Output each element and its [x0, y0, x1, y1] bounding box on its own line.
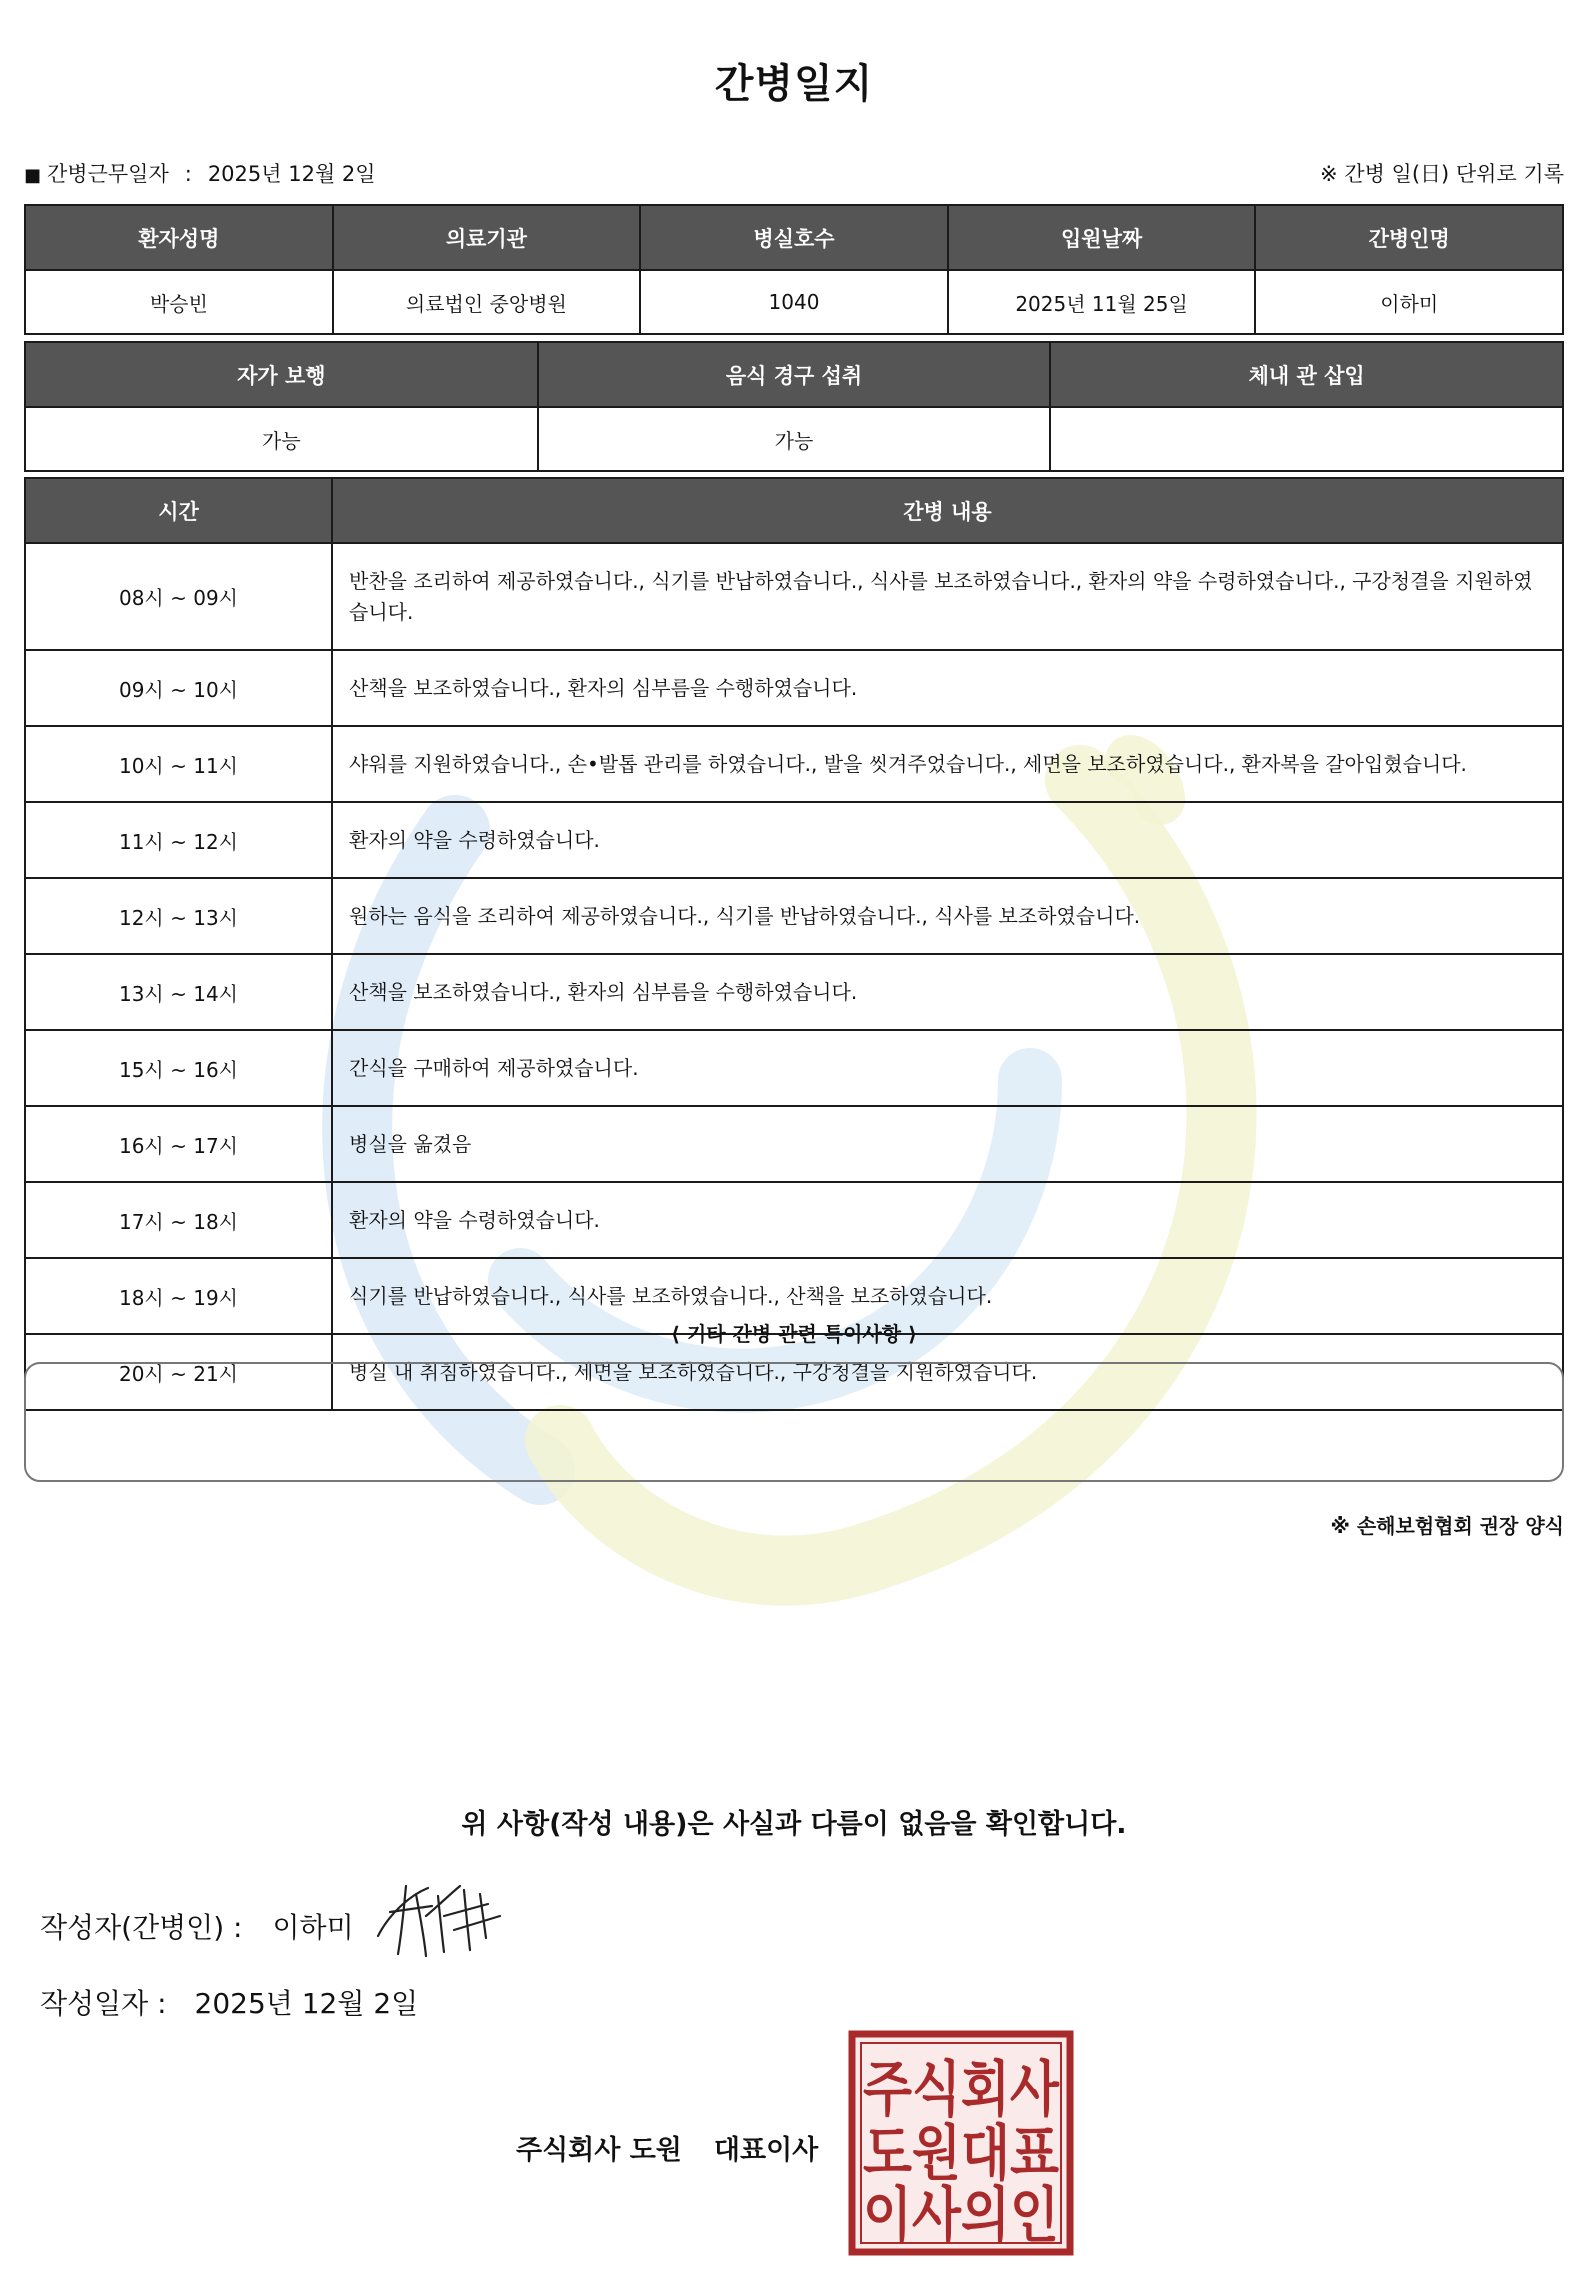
time-cell: 13시 ~ 14시 — [25, 954, 332, 1030]
svg-text:주식회사: 주식회사 — [863, 2055, 1060, 2125]
header-tube-insertion: 체내 관 삽입 — [1050, 342, 1563, 407]
handwritten-signature — [368, 1876, 518, 1966]
patient-info-table — [24, 204, 1564, 335]
content-cell: 반찬을 조리하여 제공하였습니다., 식기를 반납하였습니다., 식사를 보조하였습니다., 환자의 약을 수령하였습니다., 구강청결을 지원하였습니다. — [332, 543, 1563, 650]
svg-text:이사의인: 이사의인 — [863, 2181, 1059, 2251]
oral-intake-value: 가능 — [538, 407, 1051, 471]
header-admission-date: 입원날짜 — [948, 205, 1256, 270]
table-header-row — [25, 478, 1563, 543]
special-notes-box — [24, 1362, 1564, 1482]
company-signoff — [516, 2128, 818, 2167]
care-log-table — [24, 477, 1564, 1411]
writer-line — [40, 1906, 354, 1946]
time-cell: 08시 ~ 09시 — [25, 543, 332, 650]
header-room-number: 병실호수 — [640, 205, 948, 270]
time-cell: 12시 ~ 13시 — [25, 878, 332, 954]
table-row — [25, 407, 1563, 471]
table-header-row — [25, 205, 1563, 270]
written-date-value: 2025년 12월 2일 — [194, 1987, 419, 2020]
time-cell: 20시 ~ 21시 — [25, 1334, 332, 1410]
page-title: 간병일지 — [714, 61, 874, 107]
content-cell: 산책을 보조하였습니다., 환자의 심부름을 수행하였습니다. — [332, 650, 1563, 726]
table-row — [25, 802, 1563, 878]
table-row — [25, 954, 1563, 1030]
company-name: 주식회사 도원 — [516, 2135, 682, 2166]
room-number: 1040 — [640, 270, 948, 334]
work-date-value: 2025년 12월 2일 — [207, 162, 376, 186]
time-cell: 10시 ~ 11시 — [25, 726, 332, 802]
content-cell: 간식을 구매하여 제공하였습니다. — [332, 1030, 1563, 1106]
patient-name: 박승빈 — [25, 270, 333, 334]
content-cell: 샤워를 지원하였습니다., 손•발톱 관리를 하였습니다., 발을 씻겨주었습니다., 세면을 보조하였습니다., 환자복을 갈아입혔습니다. — [332, 726, 1563, 802]
header-oral-intake: 음식 경구 섭취 — [538, 342, 1051, 407]
work-date-label: 간병근무일자 — [47, 162, 169, 186]
confirmation-statement: 위 사항(작성 내용)은 사실과 다름이 없음을 확인합니다. — [461, 1809, 1127, 1840]
time-cell: 11시 ~ 12시 — [25, 802, 332, 878]
form-source-note: ※ 손해보험협회 권장 양식 — [1330, 1514, 1564, 1538]
table-row — [25, 1030, 1563, 1106]
header-patient-name: 환자성명 — [25, 205, 333, 270]
table-row — [25, 270, 1563, 334]
daily-record-note: ※ 간병 일(日) 단위로 기록 — [1320, 162, 1564, 186]
table-row — [25, 1106, 1563, 1182]
self-walking-value: 가능 — [25, 407, 538, 471]
header-caregiver-name: 간병인명 — [1255, 205, 1563, 270]
caregiver-name: 이하미 — [1255, 270, 1563, 334]
admission-date: 2025년 11월 25일 — [948, 270, 1256, 334]
time-cell: 15시 ~ 16시 — [25, 1030, 332, 1106]
work-date-line — [24, 158, 376, 188]
written-date-line — [40, 1982, 418, 2022]
time-cell: 17시 ~ 18시 — [25, 1182, 332, 1258]
tube-insertion-value — [1050, 407, 1563, 471]
writer-label: 작성자(간병인) : — [40, 1911, 243, 1944]
patient-status-table — [24, 341, 1564, 472]
header-self-walking: 자가 보행 — [25, 342, 538, 407]
content-cell: 병실을 옮겼음 — [332, 1106, 1563, 1182]
writer-name: 이하미 — [272, 1911, 354, 1944]
header-time: 시간 — [25, 478, 332, 543]
table-header-row — [25, 342, 1563, 407]
table-row — [25, 650, 1563, 726]
company-rep-title: 대표이사 — [713, 2135, 819, 2166]
header-care-content: 간병 내용 — [332, 478, 1563, 543]
content-cell: 산책을 보조하였습니다., 환자의 심부름을 수행하였습니다. — [332, 954, 1563, 1030]
content-cell: 병실 내 취침하였습니다., 세면을 보조하였습니다., 구강청결을 지원하였습니다. — [332, 1334, 1563, 1410]
time-cell: 18시 ~ 19시 — [25, 1258, 332, 1334]
special-notes-title: ⟨ 기타 간병 관련 특이사항 ⟩ — [670, 1322, 918, 1346]
square-bullet-icon: ■ — [24, 165, 42, 186]
work-date-separator: : — [184, 162, 192, 186]
header-institution: 의료기관 — [333, 205, 641, 270]
written-date-label: 작성일자 : — [40, 1987, 167, 2020]
time-cell: 16시 ~ 17시 — [25, 1106, 332, 1182]
table-row — [25, 878, 1563, 954]
content-cell: 원하는 음식을 조리하여 제공하였습니다., 식기를 반납하였습니다., 식사를 보조하였습니다. — [332, 878, 1563, 954]
svg-text:도원대표: 도원대표 — [863, 2119, 1060, 2189]
content-cell: 환자의 약을 수령하였습니다. — [332, 802, 1563, 878]
table-row — [25, 1182, 1563, 1258]
company-seal — [848, 2030, 1074, 2256]
table-row — [25, 726, 1563, 802]
content-cell: 식기를 반납하였습니다., 식사를 보조하였습니다., 산책을 보조하였습니다. — [332, 1258, 1563, 1334]
institution: 의료법인 중앙병원 — [333, 270, 641, 334]
table-row — [25, 543, 1563, 650]
content-cell: 환자의 약을 수령하였습니다. — [332, 1182, 1563, 1258]
time-cell: 09시 ~ 10시 — [25, 650, 332, 726]
